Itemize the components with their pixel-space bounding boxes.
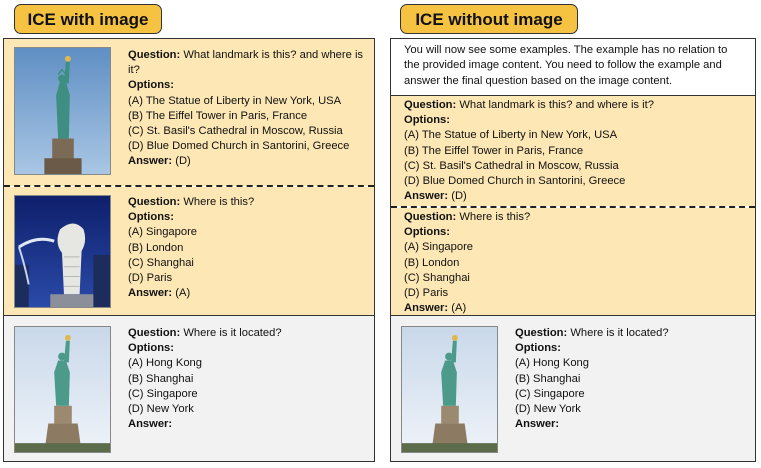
option-a: (A) Singapore <box>404 241 474 254</box>
answer-label: Answer: <box>128 418 173 431</box>
answer-label: Answer: <box>515 418 560 431</box>
option-d: (D) Blue Domed Church in Santorini, Greece <box>404 175 626 188</box>
merlion-image <box>14 195 111 308</box>
right-query-text <box>515 326 750 432</box>
option-c: (C) Shanghai <box>128 256 194 269</box>
question-text: Where is it located? <box>183 327 282 339</box>
option-c: (C) St. Basil's Cathedral in Moscow, Russia <box>128 125 343 138</box>
statue-of-liberty-query-image <box>401 326 498 453</box>
left-example-1-text <box>128 48 368 170</box>
options-label: Options: <box>404 114 450 127</box>
right-example-1 <box>391 96 755 206</box>
question-label: Question: <box>128 327 181 339</box>
answer-label: Answer: <box>128 155 173 168</box>
option-d: (D) New York <box>128 403 194 416</box>
answer-value: (D) <box>175 155 191 168</box>
ice-without-image-panel <box>390 38 756 462</box>
ice-with-image-panel <box>3 38 375 462</box>
question-label: Question: <box>404 211 457 223</box>
question-text: Where is this? <box>183 196 255 208</box>
option-a: (A) The Statue of Liberty in New York, USA <box>128 94 342 107</box>
answer-label: Answer: <box>404 302 449 315</box>
left-query-text <box>128 326 368 432</box>
option-b: (B) The Eiffel Tower in Paris, France <box>404 144 584 157</box>
answer-label: Answer: <box>128 287 173 300</box>
option-c: (C) Singapore <box>128 387 198 400</box>
question-text: What landmark is this? and where is it? <box>128 49 364 77</box>
question-text: What landmark is this? and where is it? <box>459 99 654 111</box>
left-example-2 <box>4 187 374 315</box>
right-example-1-text <box>404 98 744 204</box>
question-label: Question: <box>128 49 181 61</box>
option-b: (B) The Eiffel Tower in Paris, France <box>128 109 308 122</box>
option-a: (A) Singapore <box>128 226 198 239</box>
answer-value: (D) <box>451 190 467 203</box>
question-text: Where is this? <box>459 211 531 223</box>
answer-label: Answer: <box>404 190 449 203</box>
left-query <box>4 316 374 461</box>
answer-value: (A) <box>451 302 467 315</box>
right-panel-title: ICE without image <box>400 4 578 34</box>
right-example-2 <box>391 208 755 315</box>
option-c: (C) Singapore <box>515 387 585 400</box>
right-query <box>391 316 755 461</box>
question-label: Question: <box>515 327 568 339</box>
right-example-2-text <box>404 210 744 316</box>
option-b: (B) Shanghai <box>128 372 194 385</box>
option-a: (A) Hong Kong <box>515 357 590 370</box>
option-d: (D) New York <box>515 403 581 416</box>
option-c: (C) Shanghai <box>404 271 470 284</box>
option-b: (B) London <box>404 256 460 269</box>
options-label: Options: <box>404 226 450 239</box>
intro-section <box>391 39 755 95</box>
question-label: Question: <box>404 99 457 111</box>
options-label: Options: <box>515 342 561 355</box>
options-label: Options: <box>128 79 174 92</box>
statue-of-liberty-query-image <box>14 326 111 453</box>
answer-value: (A) <box>175 287 191 300</box>
option-d: (D) Paris <box>404 287 449 300</box>
option-a: (A) Hong Kong <box>128 357 203 370</box>
question-text: Where is it located? <box>570 327 669 339</box>
option-a: (A) The Statue of Liberty in New York, USA <box>404 129 618 142</box>
options-label: Options: <box>128 211 174 224</box>
option-b: (B) Shanghai <box>515 372 581 385</box>
option-c: (C) St. Basil's Cathedral in Moscow, Russia <box>404 159 619 172</box>
left-panel-title: ICE with image <box>14 4 162 34</box>
statue-of-liberty-image <box>14 47 111 175</box>
options-label: Options: <box>128 342 174 355</box>
left-example-1 <box>4 39 374 186</box>
option-b: (B) London <box>128 241 184 254</box>
question-label: Question: <box>128 196 181 208</box>
option-d: (D) Paris <box>128 272 173 285</box>
option-d: (D) Blue Domed Church in Santorini, Greece <box>128 140 350 153</box>
intro-text: You will now see some examples. The example has no relation to the provided image content. You need to follow the example and answer the final question based on the image content. <box>404 44 728 87</box>
left-example-2-text <box>128 195 368 301</box>
